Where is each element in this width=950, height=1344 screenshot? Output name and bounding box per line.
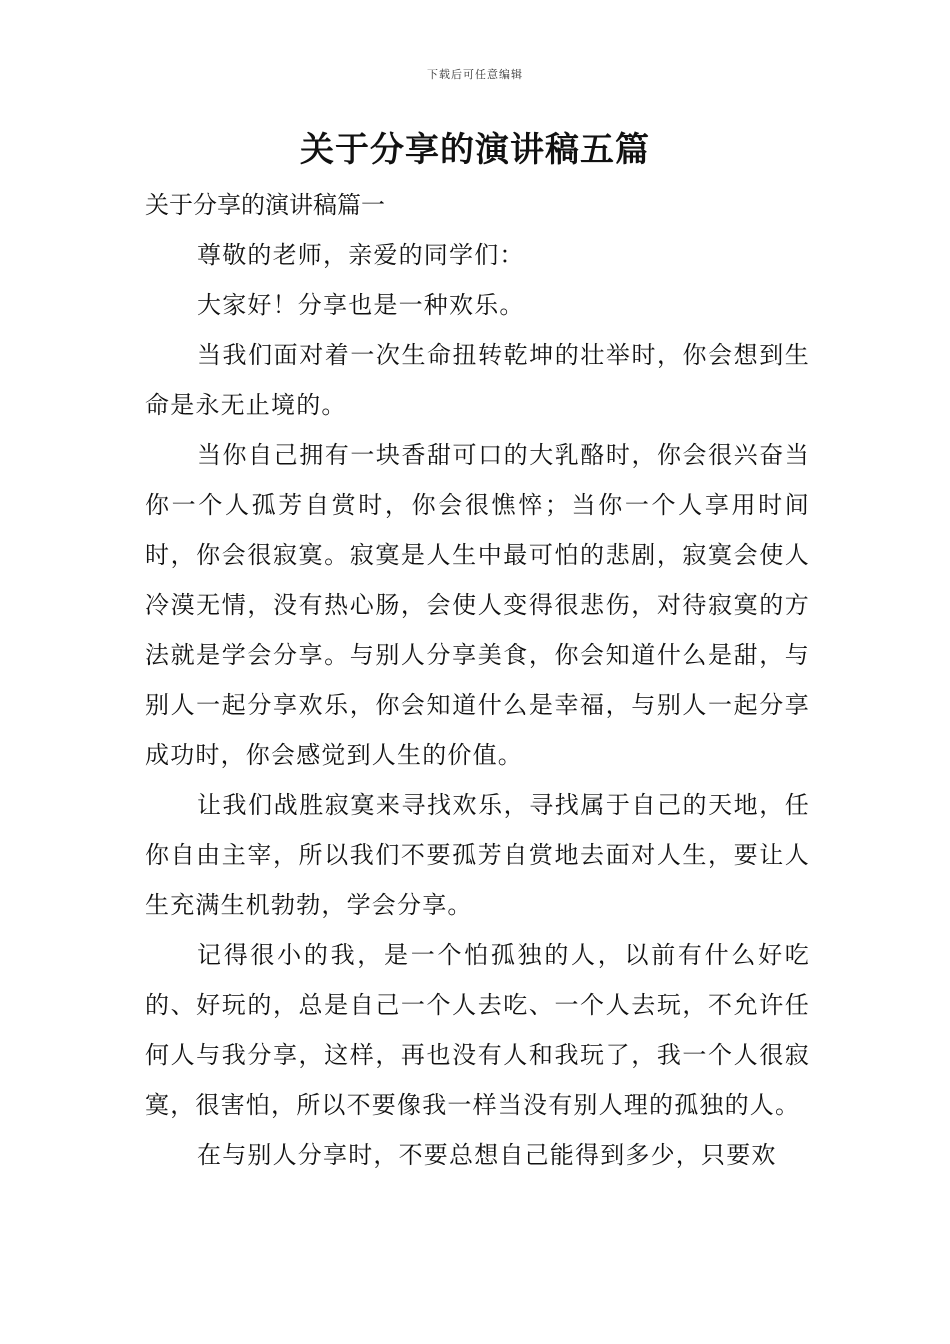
paragraph: 让我们战胜寂寞来寻找欢乐，寻找属于自己的天地，任你自由主宰，所以我们不要孤芳自赏地去面对人生，要让人生充满生机勃勃，学会分享。 [145,791,810,919]
paragraph-greeting: 尊敬的老师，亲爱的同学们： [197,241,525,269]
paragraph: 当我们面对着一次生命扭转乾坤的壮举时，你会想到生命是永无止境的。 [145,341,810,419]
paragraph: 记得很小的我，是一个怕孤独的人，以前有什么好吃的、好玩的，总是自己一个人去吃、一个人去玩，不允许任何人与我分享，这样，再也没有人和我玩了，我一个人很寂寞，很害怕，所以不要像我一样当没有别人理的孤独的人。 [145,941,810,1119]
paragraph: 当你自己拥有一块香甜可口的大乳酪时，你会很兴奋当你一个人孤芳自赏时，你会很憔悴；当你一个人享用时间时，你会很寂寞。寂寞是人生中最可怕的悲剧，寂寞会使人冷漠无情，没有热心肠，会使人变得很悲伤，对待寂寞的方法就是学会分享。与别人分享美食，你会知道什么是甜，与别人一起分享欢乐，你会知道什么是幸福，与别人一起分享成功时，你会感觉到人生的价值。 [145,441,810,769]
paragraph-opening: 大家好！分享也是一种欢乐。 [197,291,525,319]
section-heading: 关于分享的演讲稿篇一 [145,191,385,219]
document-title: 关于分享的演讲稿五篇 [300,130,650,170]
document-body [145,180,810,1180]
header-note: 下载后可任意编辑 [427,68,523,81]
paragraph: 在与别人分享时，不要总想自己能得到多少，只要欢 [197,1141,777,1169]
